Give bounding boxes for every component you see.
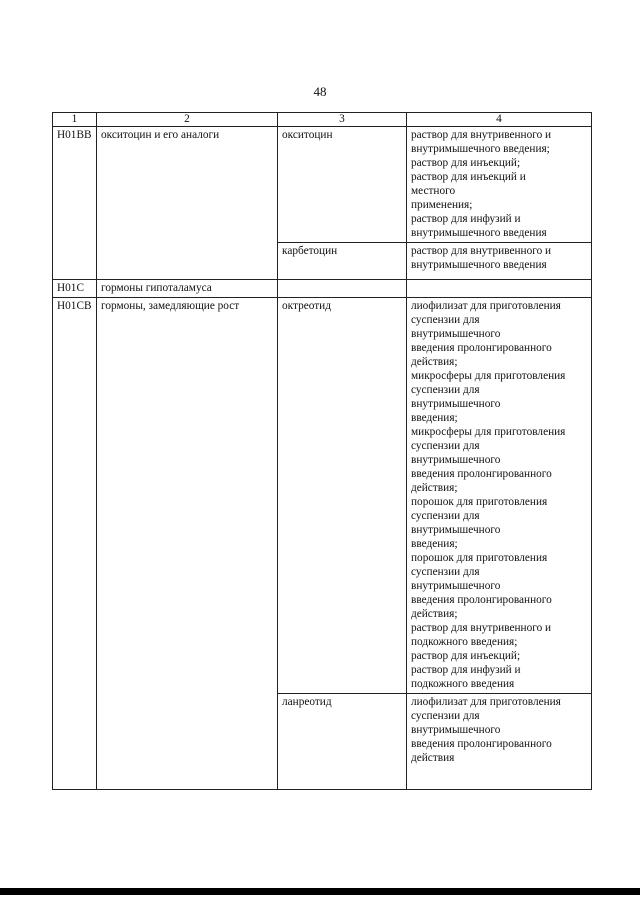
dosage-form-line: раствор для инъекций; [411, 650, 521, 662]
dosage-form-line: микросферы для приготовления [411, 426, 566, 438]
dosage-form-line: суспензии для [411, 566, 480, 578]
drug-name-cell [278, 280, 407, 298]
atc-code-cell [53, 694, 97, 790]
page-number: 48 [313, 84, 327, 99]
atc-code-cell: H01C [53, 280, 97, 298]
dosage-form-line: внутримышечного [411, 328, 501, 340]
drug-registry-table [52, 112, 592, 790]
dosage-form-line: микросферы для приготовления [411, 370, 566, 382]
table-row [53, 298, 592, 694]
group-name-cell [97, 694, 278, 790]
dosage-form-line: подкожного введения [411, 678, 515, 690]
dosage-form-line: применения; [411, 199, 473, 211]
drug-name-cell: окситоцин [278, 127, 407, 243]
table-header-row [53, 113, 592, 127]
dosage-forms-cell [407, 694, 592, 790]
column-header-4: 4 [407, 113, 592, 127]
dosage-forms-cell [407, 243, 592, 280]
dosage-form-line: суспензии для [411, 710, 480, 722]
dosage-form-line: введения пролонгированного [411, 594, 552, 606]
dosage-form-line: раствор для инъекций; [411, 157, 521, 169]
dosage-form-line: раствор для внутривенного и [411, 622, 552, 634]
dosage-form-line: порошок для приготовления [411, 496, 548, 508]
dosage-form-line: введения; [411, 412, 458, 424]
dosage-form-line: внутримышечного [411, 398, 501, 410]
dosage-form-line: действия; [411, 608, 458, 620]
drug-name-cell: ланреотид [278, 694, 407, 790]
dosage-form-line: подкожного введения; [411, 636, 518, 648]
column-header-2: 2 [97, 113, 278, 127]
dosage-form-line: внутримышечного [411, 454, 501, 466]
dosage-form-line: раствор для инфузий и [411, 213, 521, 225]
dosage-form-line: внутримышечного [411, 580, 501, 592]
dosage-form-line: суспензии для [411, 440, 480, 452]
dosage-form-line: внутримышечного [411, 724, 501, 736]
dosage-form-line: раствор для инъекций и [411, 171, 526, 183]
group-name-cell [97, 243, 278, 280]
dosage-form-line: внутримышечного введения [411, 227, 547, 239]
dosage-form-line: раствор для внутривенного и [411, 245, 552, 257]
dosage-form-line: лиофилизат для приготовления [411, 696, 561, 708]
drug-name-cell: карбетоцин [278, 243, 407, 280]
dosage-form-line: местного [411, 185, 456, 197]
table-row [53, 280, 592, 298]
dosage-forms-cell [407, 127, 592, 243]
bottom-scan-bar [0, 888, 640, 895]
dosage-form-line: действия; [411, 482, 458, 494]
table-row [53, 127, 592, 243]
dosage-form-line: суспензии для [411, 384, 480, 396]
dosage-form-line: введения; [411, 538, 458, 550]
dosage-form-line: суспензии для [411, 510, 480, 522]
column-header-1: 1 [53, 113, 97, 127]
dosage-form-line: действия [411, 752, 455, 764]
dosage-form-line: введения пролонгированного [411, 342, 552, 354]
dosage-form-line: порошок для приготовления [411, 552, 548, 564]
dosage-forms-cell [407, 298, 592, 694]
atc-code-cell: H01BB [53, 127, 97, 243]
dosage-form-line: внутримышечного введения [411, 259, 547, 271]
dosage-form-line: суспензии для [411, 314, 480, 326]
table-row [53, 243, 592, 280]
group-name-cell: окситоцин и его аналоги [97, 127, 278, 243]
drug-name-cell: октреотид [278, 298, 407, 694]
table-row [53, 694, 592, 790]
group-name-cell: гормоны гипоталамуса [97, 280, 278, 298]
dosage-form-line: введения пролонгированного [411, 468, 552, 480]
atc-code-cell [53, 243, 97, 280]
dosage-form-line: раствор для внутривенного и [411, 129, 552, 141]
dosage-form-line: введения пролонгированного [411, 738, 552, 750]
column-header-3: 3 [278, 113, 407, 127]
dosage-form-line: раствор для инфузий и [411, 664, 521, 676]
group-name-cell: гормоны, замедляющие рост [97, 298, 278, 694]
dosage-form-line: действия; [411, 356, 458, 368]
dosage-form-line: лиофилизат для приготовления [411, 300, 561, 312]
dosage-form-line: внутримышечного введения; [411, 143, 550, 155]
dosage-forms-cell [407, 280, 592, 298]
dosage-form-line: внутримышечного [411, 524, 501, 536]
atc-code-cell: H01CB [53, 298, 97, 694]
